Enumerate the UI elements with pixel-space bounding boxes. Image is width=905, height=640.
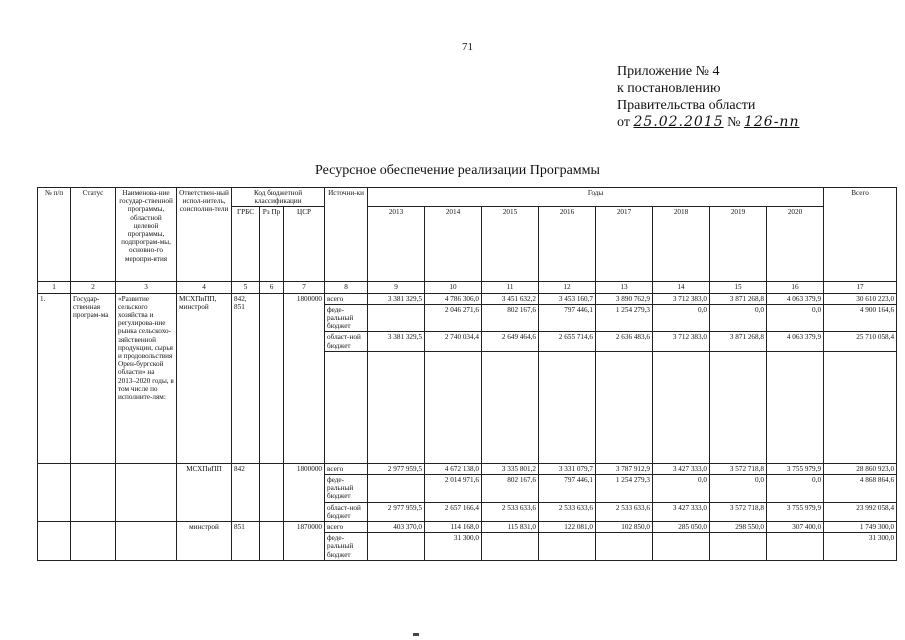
total-cell: 4 900 164,6 — [824, 304, 897, 332]
value-cell: 2 655 714,6 — [539, 332, 596, 351]
header-budget-code: Код бюджетной классификации — [232, 188, 325, 207]
value-cell: 0,0 — [653, 304, 710, 332]
header-year-2013: 2013 — [368, 207, 425, 282]
col-num: 5 — [232, 282, 260, 293]
value-cell: 3 572 718,8 — [710, 502, 767, 521]
value-cell: 1 254 279,3 — [596, 475, 653, 503]
row-rzpr — [260, 293, 284, 463]
value-cell: 115 831,0 — [482, 522, 539, 533]
value-cell: 285 050,0 — [653, 522, 710, 533]
value-cell: 2 657 166,4 — [425, 502, 482, 521]
empty-cell — [325, 351, 368, 463]
appendix-line-4 — [617, 114, 799, 131]
empty-cell — [824, 351, 897, 463]
row-executor: минстрой — [177, 522, 232, 561]
header-rzpr: Рз Пр — [260, 207, 284, 282]
value-cell: 3 335 801,2 — [482, 463, 539, 474]
col-num: 13 — [596, 282, 653, 293]
empty-cell — [425, 351, 482, 463]
empty-cell — [710, 351, 767, 463]
row-grbs: 842 — [232, 463, 260, 521]
value-cell: 114 168,0 — [425, 522, 482, 533]
row-num: 1. — [38, 293, 71, 463]
row-source: феде-ральный бюджет — [325, 533, 368, 561]
value-cell: 2 014 971,6 — [425, 475, 482, 503]
empty-cell — [71, 463, 116, 521]
total-cell: 4 868 864,6 — [824, 475, 897, 503]
row-source: област-ной бюджет — [325, 502, 368, 521]
appendix-line-1: Приложение № 4 — [617, 64, 720, 79]
header-year-2020: 2020 — [767, 207, 824, 282]
row-source: феде-ральный бюджет — [325, 304, 368, 332]
col-num: 17 — [824, 282, 897, 293]
row-status: Государ-ственная програм-ма — [71, 293, 116, 463]
value-cell: 802 167,6 — [482, 304, 539, 332]
value-cell: 3 787 912,9 — [596, 463, 653, 474]
total-cell: 30 610 223,0 — [824, 293, 897, 304]
empty-cell — [653, 351, 710, 463]
value-cell: 3 451 632,2 — [482, 293, 539, 304]
empty-cell — [539, 351, 596, 463]
header-executor: Ответствен-ный испол-нитель, соисполни-тели — [177, 188, 232, 282]
row-executor: МСХПиПП, минстрой — [177, 293, 232, 463]
value-cell: 3 755 979,9 — [767, 502, 824, 521]
value-cell: 2 533 633,6 — [596, 502, 653, 521]
appendix-line-2: к постановлению — [617, 81, 721, 96]
value-cell — [539, 533, 596, 561]
value-cell — [653, 533, 710, 561]
header-num: № п/п — [38, 188, 71, 282]
header-year-2018: 2018 — [653, 207, 710, 282]
header-years: Годы — [368, 188, 824, 207]
value-cell: 3 381 329,5 — [368, 332, 425, 351]
value-cell: 2 649 464,6 — [482, 332, 539, 351]
value-cell — [767, 533, 824, 561]
header-year-2015: 2015 — [482, 207, 539, 282]
empty-cell — [71, 522, 116, 561]
col-num: 12 — [539, 282, 596, 293]
appendix-line-3: Правительства области — [617, 98, 756, 113]
row-csr: 1870000 — [284, 522, 325, 561]
value-cell: 2 533 633,6 — [539, 502, 596, 521]
col-num: 11 — [482, 282, 539, 293]
appendix-date-prefix: от — [617, 115, 630, 130]
value-cell — [368, 304, 425, 332]
col-num: 15 — [710, 282, 767, 293]
total-cell: 23 992 058,4 — [824, 502, 897, 521]
value-cell: 307 400,0 — [767, 522, 824, 533]
row-grbs: 851 — [232, 522, 260, 561]
value-cell: 3 755 979,9 — [767, 463, 824, 474]
value-cell: 2 740 034,4 — [425, 332, 482, 351]
appendix-number: 126-пп — [743, 114, 800, 130]
value-cell: 102 850,0 — [596, 522, 653, 533]
row-source: област-ной бюджет — [325, 332, 368, 351]
col-num: 10 — [425, 282, 482, 293]
value-cell: 3 453 160,7 — [539, 293, 596, 304]
document-title: Ресурсное обеспечение реализации Программы — [315, 163, 600, 178]
header-year-2014: 2014 — [425, 207, 482, 282]
col-num: 2 — [71, 282, 116, 293]
col-num: 14 — [653, 282, 710, 293]
col-num: 3 — [116, 282, 177, 293]
row-source: всего — [325, 293, 368, 304]
page-number: 71 — [462, 41, 473, 53]
appendix-block — [617, 63, 799, 131]
value-cell: 4 063 379,9 — [767, 332, 824, 351]
appendix-date: 25.02.2015 — [633, 114, 724, 130]
row-source: всего — [325, 463, 368, 474]
value-cell: 3 890 762,9 — [596, 293, 653, 304]
header-grbs: ГРБС — [232, 207, 260, 282]
value-cell: 0,0 — [710, 304, 767, 332]
table-row — [38, 522, 897, 533]
col-num: 4 — [177, 282, 232, 293]
col-num: 7 — [284, 282, 325, 293]
row-source: феде-ральный бюджет — [325, 475, 368, 503]
col-num: 6 — [260, 282, 284, 293]
row-grbs: 842, 851 — [232, 293, 260, 463]
empty-cell — [38, 522, 71, 561]
value-cell: 2 636 483,6 — [596, 332, 653, 351]
empty-cell — [116, 522, 177, 561]
value-cell: 1 254 279,3 — [596, 304, 653, 332]
value-cell: 2 046 271,6 — [425, 304, 482, 332]
value-cell: 2 977 959,5 — [368, 502, 425, 521]
value-cell: 4 786 306,0 — [425, 293, 482, 304]
value-cell: 2 533 633,6 — [482, 502, 539, 521]
total-cell: 31 300,0 — [824, 533, 897, 561]
row-program-name: «Развитие сельского хозяйства и регулирова-ние рынка сельскохо-зяйственной продукции, сырья и продовольствия Орен-бургской области» на 2013–2020 годы, в том числе по исполните-лям: — [116, 293, 177, 463]
row-executor: МСХПиПП — [177, 463, 232, 521]
value-cell: 3 572 718,8 — [710, 463, 767, 474]
value-cell — [482, 533, 539, 561]
resource-table — [37, 187, 897, 561]
value-cell: 31 300,0 — [425, 533, 482, 561]
value-cell — [710, 533, 767, 561]
header-total: Всего — [824, 188, 897, 282]
value-cell — [368, 475, 425, 503]
value-cell: 0,0 — [653, 475, 710, 503]
value-cell: 4 063 379,9 — [767, 293, 824, 304]
header-year-2017: 2017 — [596, 207, 653, 282]
value-cell: 3 381 329,5 — [368, 293, 425, 304]
value-cell: 797 446,1 — [539, 304, 596, 332]
value-cell: 797 446,1 — [539, 475, 596, 503]
value-cell: 3 712 383,0 — [653, 332, 710, 351]
row-rzpr — [260, 522, 284, 561]
value-cell: 122 081,0 — [539, 522, 596, 533]
value-cell: 4 672 138,0 — [425, 463, 482, 474]
header-status: Статус — [71, 188, 116, 282]
table-row — [38, 463, 897, 474]
col-num: 1 — [38, 282, 71, 293]
value-cell: 3 871 268,8 — [710, 332, 767, 351]
col-num: 16 — [767, 282, 824, 293]
header-name: Наименова-ние государ-ственной программы, областной целевой программы, подпрограм-мы, основно-го меропри-ятия — [116, 188, 177, 282]
empty-cell — [368, 351, 425, 463]
empty-cell — [116, 463, 177, 521]
value-cell: 802 167,6 — [482, 475, 539, 503]
appendix-number-label: № — [727, 115, 741, 130]
value-cell: 3 427 333,0 — [653, 463, 710, 474]
header-sources: Источни-ки — [325, 188, 368, 282]
col-num: 9 — [368, 282, 425, 293]
empty-cell — [596, 351, 653, 463]
value-cell: 2 977 959,5 — [368, 463, 425, 474]
table-row — [38, 293, 897, 304]
header-year-2016: 2016 — [539, 207, 596, 282]
header-csr: ЦСР — [284, 207, 325, 282]
value-cell: 0,0 — [767, 304, 824, 332]
empty-cell — [767, 351, 824, 463]
empty-cell — [38, 463, 71, 521]
row-csr: 1800000 — [284, 463, 325, 521]
row-rzpr — [260, 463, 284, 521]
value-cell — [368, 533, 425, 561]
value-cell: 3 871 268,8 — [710, 293, 767, 304]
total-cell: 28 860 923,0 — [824, 463, 897, 474]
value-cell: 0,0 — [710, 475, 767, 503]
column-number-row — [38, 282, 897, 293]
value-cell: 3 427 333,0 — [653, 502, 710, 521]
total-cell: 25 710 058,4 — [824, 332, 897, 351]
empty-cell — [482, 351, 539, 463]
row-source: всего — [325, 522, 368, 533]
value-cell: 298 550,0 — [710, 522, 767, 533]
value-cell: 403 370,0 — [368, 522, 425, 533]
row-csr: 1800000 — [284, 293, 325, 463]
value-cell: 0,0 — [767, 475, 824, 503]
total-cell: 1 749 300,0 — [824, 522, 897, 533]
page-edge-mark — [413, 633, 419, 636]
value-cell — [596, 533, 653, 561]
header-row-1 — [38, 188, 897, 207]
col-num: 8 — [325, 282, 368, 293]
value-cell: 3 712 383,0 — [653, 293, 710, 304]
value-cell: 3 331 079,7 — [539, 463, 596, 474]
header-year-2019: 2019 — [710, 207, 767, 282]
